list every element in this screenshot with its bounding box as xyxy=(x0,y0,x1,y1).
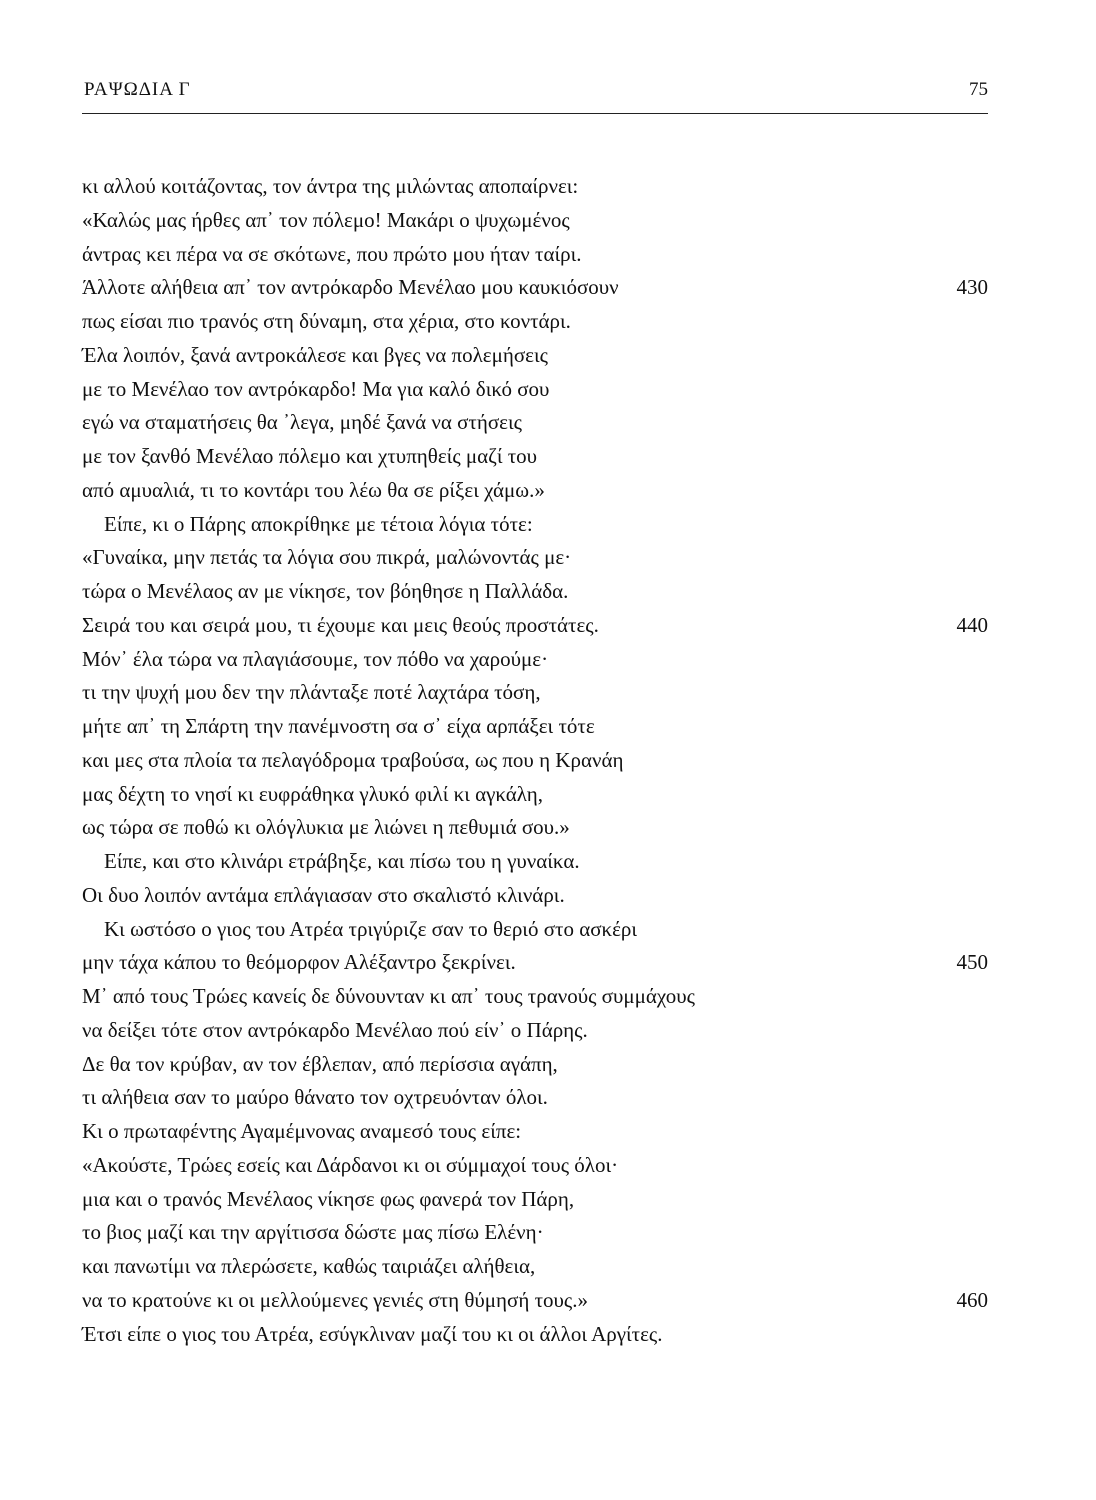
verse-line xyxy=(82,1149,992,1183)
verse-text: από αμυαλιά, τι το κοντάρι του λέω θα σε ρίξει χάμω.» xyxy=(82,477,545,502)
verse-line xyxy=(82,238,992,272)
verse-line xyxy=(82,643,992,677)
verse-line xyxy=(82,1318,992,1352)
verse-text: Είπε, κι ο Πάρης αποκρίθηκε με τέτοια λόγια τότε: xyxy=(104,511,533,536)
verse-line xyxy=(82,946,992,980)
page-number: 75 xyxy=(969,79,988,100)
verse-text: Έλα λοιπόν, ξανά αντροκάλεσε και βγες να πολεμήσεις xyxy=(82,342,548,367)
verse-text: Μόν᾽ έλα τώρα να πλαγιάσουμε, τον πόθο να χαρούμε· xyxy=(82,646,549,671)
header-rule xyxy=(82,113,988,114)
verse-line xyxy=(82,271,992,305)
verse-text: το βιος μαζί και την αργίτισσα δώστε μας πίσω Ελένη· xyxy=(82,1220,544,1245)
verse-text: κι αλλού κοιτάζοντας, τον άντρα της μιλώντας αποπαίρνει: xyxy=(82,174,579,198)
verse-text: μας δέχτη το νησί κι ευφράθηκα γλυκό φιλί κι αγκάλη, xyxy=(82,781,544,806)
verse-line xyxy=(82,339,992,373)
verse-text: να το κρατούνε κι οι μελλούμενες γενιές στη θύμησή τους.» xyxy=(82,1287,588,1312)
verse-text: Δε θα τον κρύβαν, αν τον έβλεπαν, από περίσσια αγάπη, xyxy=(82,1051,558,1076)
verse-text: τι την ψυχή μου δεν την πλάνταξε ποτέ λαχτάρα τόση, xyxy=(82,680,541,705)
verse-text: με τον ξανθό Μενέλαο πόλεμο και χτυπηθείς μαζί του xyxy=(82,444,538,468)
verse-line xyxy=(82,778,992,812)
verse-text: «Ακούστε, Τρώες εσείς και Δάρδανοι κι οι σύμμαχοί τους όλοι· xyxy=(82,1152,619,1177)
verse-text: μια και ο τρανός Μενέλαος νίκησε φως φανερά τον Πάρη, xyxy=(82,1186,575,1211)
verse-text: με το Μενέλαο τον αντρόκαρδο! Μα για καλό δικό σου xyxy=(82,376,550,401)
verse-line xyxy=(82,440,992,474)
verse-line xyxy=(82,744,992,778)
verse-line xyxy=(82,609,992,643)
verse-line xyxy=(82,1081,992,1115)
verse-line xyxy=(82,1014,992,1048)
verse-text: Κι ωστόσο ο γιος του Ατρέα τριγύριζε σαν το θεριό στο ασκέρι xyxy=(104,916,638,941)
verse-line xyxy=(82,1250,992,1284)
verse-line xyxy=(82,1183,992,1217)
verse-text: Σειρά του και σειρά μου, τι έχουμε και μεις θεούς προστάτες. xyxy=(82,612,599,637)
line-number: 440 xyxy=(956,612,988,637)
verse-line xyxy=(82,508,992,542)
verse-text: Έτσι είπε ο γιος του Ατρέα, εσύγκλιναν μαζί του κι οι άλλοι Αργίτες. xyxy=(82,1321,663,1346)
verse-line xyxy=(82,474,992,508)
verse-line xyxy=(82,1115,992,1149)
verse-line xyxy=(82,1048,992,1082)
verse-line xyxy=(82,1284,992,1318)
verse-text: «Γυναίκα, μην πετάς τα λόγια σου πικρά, μαλώνοντάς με· xyxy=(82,545,572,570)
verse-text: τώρα ο Μενέλαος αν με νίκησε, τον βόηθησε η Παλλάδα. xyxy=(82,579,569,603)
verse-text: μην τάχα κάπου το θεόμορφον Αλέξαντρο ξεκρίνει. xyxy=(82,950,516,975)
verse-line xyxy=(82,1216,992,1250)
verse-line xyxy=(82,879,992,913)
verse-line xyxy=(82,811,992,845)
verse-line xyxy=(82,170,992,204)
verse-text: τι αλήθεια σαν το μαύρο θάνατο τον οχτρευόνταν όλοι. xyxy=(82,1085,548,1110)
verse-text: Μ᾽ από τους Τρώες κανείς δε δύνουνταν κι απ᾽ τους τρανούς συμμάχους xyxy=(82,984,695,1008)
verse-line xyxy=(82,845,992,879)
verse-text: Άλλοτε αλήθεια απ᾽ τον αντρόκαρδο Μενέλαο μου καυκιόσουν xyxy=(82,275,619,300)
verse-line xyxy=(82,373,992,407)
verse-line xyxy=(82,575,992,609)
line-number: 460 xyxy=(956,1287,988,1312)
verse-line xyxy=(82,676,992,710)
verse-text: Κι ο πρωταφέντης Αγαμέμνονας αναμεσό τους είπε: xyxy=(82,1119,522,1143)
verse-line xyxy=(82,305,992,339)
verse-text: «Καλώς μας ήρθες απ᾽ τον πόλεμο! Μακάρι ο ψυχωμένος xyxy=(82,207,570,232)
verse-line xyxy=(82,710,992,744)
verse-text: μήτε απ᾽ τη Σπάρτη την πανέμνοστη σα σ᾽ είχα αρπάξει τότε xyxy=(82,714,595,738)
verse-text: ως τώρα σε ποθώ κι ολόγλυκια με λιώνει η πεθυμιά σου.» xyxy=(82,815,570,840)
verse-text: πως είσαι πιο τρανός στη δύναμη, στα χέρια, στο κοντάρι. xyxy=(82,309,571,333)
verse-line xyxy=(82,406,992,440)
verse-text: και πανωτίμι να πλερώσετε, καθώς ταιριάζει αλήθεια, xyxy=(82,1254,536,1278)
line-number: 450 xyxy=(956,950,988,975)
verse-text: να δείξει τότε στον αντρόκαρδο Μενέλαο πού είν᾽ ο Πάρης. xyxy=(82,1017,588,1042)
verse-line xyxy=(82,913,992,947)
verse-line xyxy=(82,204,992,238)
verse-text: και μες στα πλοία τα πελαγόδρομα τραβούσα, ως που η Κρανάη xyxy=(82,747,624,772)
verse-text: Είπε, και στο κλινάρι ετράβηξε, και πίσω του η γυναίκα. xyxy=(104,849,580,873)
verse-text: άντρας κει πέρα να σε σκότωνε, που πρώτο μου ήταν ταίρι. xyxy=(82,241,582,266)
verse-text: εγώ να σταματήσεις θα ᾽λεγα, μηδέ ξανά να στήσεις xyxy=(82,410,522,435)
verse-line xyxy=(82,980,992,1014)
verse-text: Οι δυο λοιπόν αντάμα επλάγιασαν στο σκαλιστό κλινάρι. xyxy=(82,882,565,907)
running-head: ΡΑΨΩΔΙΑ Γ xyxy=(84,79,191,100)
verse-block xyxy=(82,170,992,1351)
verse-line xyxy=(82,541,992,575)
line-number: 430 xyxy=(956,275,988,300)
